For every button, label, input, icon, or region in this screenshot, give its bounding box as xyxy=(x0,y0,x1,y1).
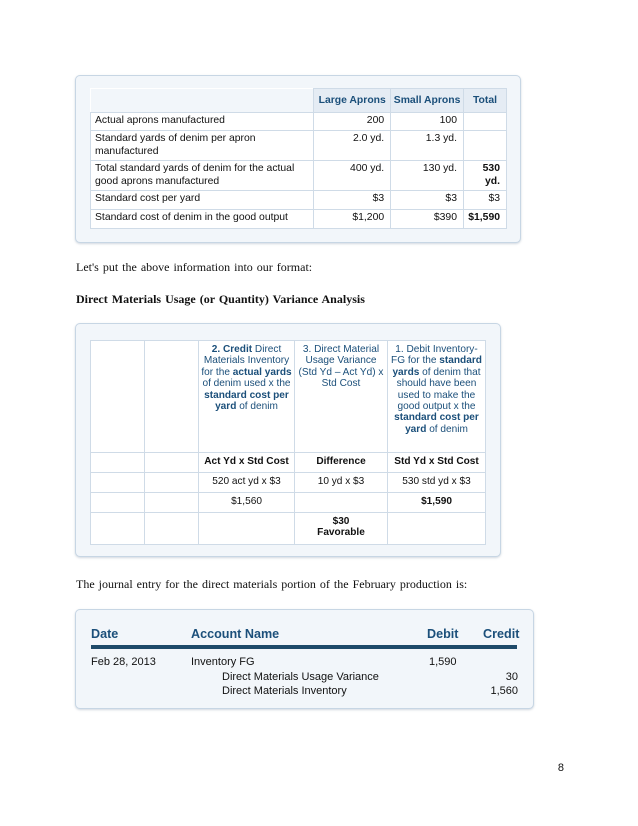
table-row xyxy=(91,210,507,229)
small-value: $3 xyxy=(391,191,464,210)
row-label: Standard cost per yard xyxy=(91,191,314,210)
table-row xyxy=(91,131,507,161)
header-label: Direct Materials Inventory for the xyxy=(201,344,290,378)
amount-cell xyxy=(295,493,388,513)
total-value: $3 xyxy=(463,191,506,210)
large-value: 400 yd. xyxy=(314,161,391,191)
header-total: Total xyxy=(463,89,506,113)
small-value: 1.3 yd. xyxy=(391,131,464,161)
journal-header-divider xyxy=(91,645,517,649)
blank-cell xyxy=(91,453,145,473)
variance-cell xyxy=(295,513,388,545)
section-heading: Direct Materials Usage (or Quantity) Variance Analysis xyxy=(76,292,365,306)
blank-cell xyxy=(145,473,199,493)
variance-analysis-panel xyxy=(75,323,501,557)
formula-cell: Act Yd x Std Cost xyxy=(199,453,295,473)
large-value: $3 xyxy=(314,191,391,210)
usage-variance-header: 3. Direct Material Usage Variance (Std Yd – Act Yd) x Std Cost xyxy=(295,341,388,453)
table-row xyxy=(91,191,507,210)
journal-header-date: Date xyxy=(91,627,119,641)
total-value xyxy=(463,113,506,131)
formula-cell: Difference xyxy=(295,453,388,473)
small-value: 100 xyxy=(391,113,464,131)
entry-account: Direct Materials Inventory xyxy=(222,685,347,697)
entry-account: Direct Materials Usage Variance xyxy=(222,671,379,683)
variance-label: Favorable xyxy=(317,527,365,539)
header-label: standard yards xyxy=(392,355,482,378)
header-label: actual yards xyxy=(232,366,292,378)
header-label: of denim used x the xyxy=(202,378,291,390)
row-label: Standard yards of denim per apron manufactured xyxy=(91,131,314,161)
table-header-row xyxy=(91,341,486,453)
header-label: 2. Credit xyxy=(211,344,253,355)
blank-cell xyxy=(91,513,145,545)
header-label: 1. Debit Inventory-FG for the xyxy=(391,344,478,367)
small-value: 130 yd. xyxy=(391,161,464,191)
table-header-row xyxy=(91,89,507,113)
journal-entry-panel xyxy=(75,609,534,709)
blank-cell xyxy=(145,513,199,545)
row-label: Standard cost of denim in the good output xyxy=(91,210,314,229)
debit-inventory-fg-header xyxy=(388,341,486,453)
journal-header-account: Account Name xyxy=(191,627,280,641)
header-large-aprons: Large Aprons xyxy=(314,89,391,113)
amount-cell: $1,560 xyxy=(199,493,295,513)
blank-cell xyxy=(91,473,145,493)
intro-paragraph: Let's put the above information into our format: xyxy=(76,260,313,274)
blank-cell xyxy=(145,453,199,473)
table-row xyxy=(91,453,486,473)
blank-cell xyxy=(145,341,199,453)
header-label: of denim that should have been used to make the good output x the xyxy=(396,366,481,413)
table-header-blank xyxy=(91,89,314,113)
table-row xyxy=(91,473,486,493)
large-value: $1,200 xyxy=(314,210,391,229)
journal-header-credit: Credit xyxy=(483,627,520,641)
row-label: Total standard yards of denim for the actual good aprons manufactured xyxy=(91,161,314,191)
header-label: standard cost per yard xyxy=(394,412,479,435)
header-label: standard cost per yard xyxy=(204,389,289,413)
table-row xyxy=(91,493,486,513)
standard-cost-table-panel xyxy=(75,75,521,243)
journal-intro-paragraph: The journal entry for the direct materials portion of the February production is: xyxy=(76,577,468,591)
calc-cell: 10 yd x $3 xyxy=(295,473,388,493)
blank-cell xyxy=(388,513,486,545)
total-value: 530 yd. xyxy=(463,161,506,191)
variance-amount: $30 xyxy=(332,516,350,527)
blank-cell xyxy=(145,493,199,513)
amount-cell: $1,590 xyxy=(388,493,486,513)
blank-cell xyxy=(199,513,295,545)
blank-cell xyxy=(91,493,145,513)
entry-date: Feb 28, 2013 xyxy=(91,656,156,668)
table-row xyxy=(91,113,507,131)
header-label: of denim xyxy=(426,423,468,435)
calc-cell: 530 std yd x $3 xyxy=(388,473,486,493)
total-value xyxy=(463,131,506,161)
large-value: 2.0 yd. xyxy=(314,131,391,161)
entry-credit: 30 xyxy=(505,671,518,683)
formula-cell: Std Yd x Std Cost xyxy=(388,453,486,473)
table-row xyxy=(91,513,486,545)
header-label: of denim xyxy=(236,401,278,413)
page-number: 8 xyxy=(557,762,564,774)
standard-cost-table xyxy=(90,88,507,229)
entry-debit: 1,590 xyxy=(429,656,457,668)
credit-dm-inventory-header xyxy=(199,341,295,453)
variance-analysis-table xyxy=(90,340,486,545)
small-value: $390 xyxy=(391,210,464,229)
table-row xyxy=(91,161,507,191)
entry-account: Inventory FG xyxy=(191,656,255,668)
calc-cell: 520 act yd x $3 xyxy=(199,473,295,493)
row-label: Actual aprons manufactured xyxy=(91,113,314,131)
header-small-aprons: Small Aprons xyxy=(391,89,464,113)
journal-header-debit: Debit xyxy=(427,627,459,641)
entry-credit: 1,560 xyxy=(490,685,518,697)
large-value: 200 xyxy=(314,113,391,131)
total-value: $1,590 xyxy=(463,210,506,229)
blank-cell xyxy=(91,341,145,453)
